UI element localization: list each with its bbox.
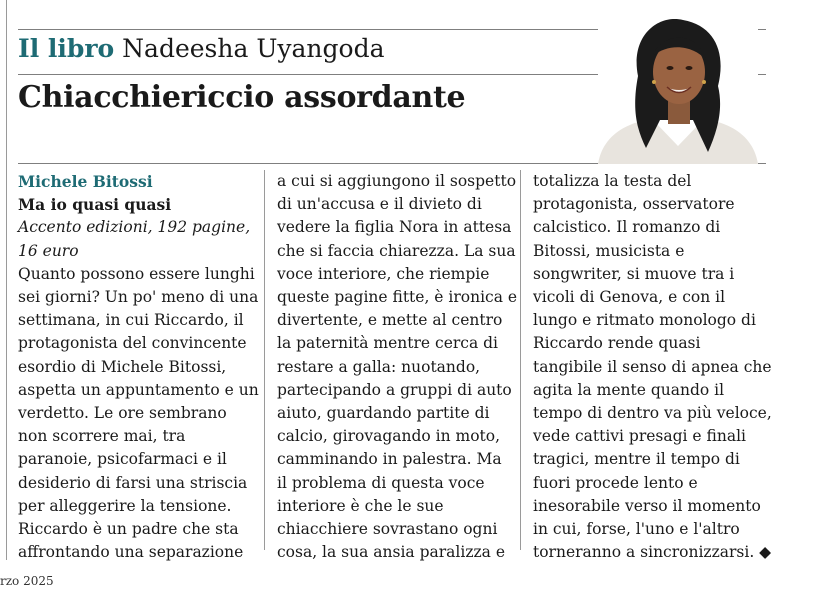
page-left-rule [6, 0, 7, 560]
column-3-body [533, 170, 772, 564]
body-text-line: il problema di questa voce [277, 473, 485, 492]
body-text-line: vedere la figlia Nora in attesa [277, 218, 512, 237]
body-text-line: vede cattivi presagi e finali [533, 427, 747, 446]
body-text-line: non scorrere mai, tra [18, 427, 186, 446]
body-text-line: agita la mente quando il [533, 380, 725, 399]
body-text-line: paranoie, psicofarmaci e il [18, 450, 227, 469]
book-author: Michele Bitossi [18, 172, 153, 191]
body-text-line: aiuto, guardando partite di [277, 404, 490, 423]
book-title: Ma io quasi quasi [18, 195, 172, 215]
body-text-line: protagonista, osservatore [533, 195, 735, 214]
body-text-line: sei giorni? Un po' meno di una [18, 288, 259, 307]
body-text-line: tangibile il senso di apnea che [533, 357, 772, 376]
body-text-line: chiacchiere sovrastano ogni [277, 520, 498, 539]
column-2-body [277, 170, 517, 564]
body-text-line: desiderio di farsi una striscia [18, 473, 248, 492]
body-text-line: divertente, e mette al centro [277, 311, 503, 330]
body-text-line: verdetto. Le ore sembrano [18, 404, 227, 423]
body-text-line: camminando in palestra. Ma [277, 450, 502, 469]
column-2 [277, 170, 517, 564]
body-text-line: aspetta un appuntamento e un [18, 380, 259, 399]
body-text-line: voce interiore, che riempie [277, 264, 490, 283]
article-author: Nadeesha Uyangoda [122, 34, 385, 63]
body-text-line: torneranno a sincronizzarsi. ◆ [533, 543, 772, 562]
body-text-line: cosa, la sua ansia paralizza e [277, 543, 505, 562]
article-headline: Chiacchiericcio assordante [18, 80, 466, 115]
body-text-line: lungo e ritmato monologo di [533, 311, 756, 330]
body-text-line: per alleggerire la tensione. [18, 496, 232, 515]
body-text-line: queste pagine fitte, è ironica e [277, 288, 518, 307]
article-kicker [18, 33, 385, 65]
body-text-line: di un'accusa e il divieto di [277, 195, 482, 214]
price-info: 16 euro [18, 241, 79, 260]
column-divider-1 [264, 170, 265, 550]
body-text-line: inesorabile verso il momento [533, 496, 761, 515]
body-text-line: Riccardo è un padre che sta [18, 520, 239, 539]
body-text-line: tempo di dentro va più veloce, [533, 404, 772, 423]
page-footer-date: rzo 2025 [0, 574, 54, 588]
body-text-line: in cui, forse, l'uno e l'altro [533, 520, 740, 539]
body-text-line: interiore è che le sue [277, 496, 444, 515]
body-text-line: esordio di Michele Bitossi, [18, 357, 227, 376]
body-text-line: che si faccia chiarezza. La sua [277, 241, 516, 260]
body-text-line: restare a galla: nuotando, [277, 357, 481, 376]
body-text-line: totalizza la testa del [533, 172, 692, 190]
body-text-line: tragici, mentre il tempo di [533, 450, 740, 469]
body-text-line: Bitossi, musicista e [533, 241, 685, 260]
body-text-line: settimana, in cui Riccardo, il [18, 311, 244, 330]
body-text-line: partecipando a gruppi di auto [277, 380, 512, 399]
body-text-line: protagonista del convincente [18, 334, 247, 353]
column-3 [533, 170, 772, 564]
body-text-line: affrontando una separazione [18, 543, 244, 562]
column-divider-2 [520, 170, 521, 550]
body-text-line: a cui si aggiungono il sospetto [277, 172, 517, 190]
author-portrait [598, 16, 758, 164]
body-text-line: songwriter, si muove tra i [533, 264, 735, 283]
publisher-info: Accento edizioni, 192 pagine, [18, 218, 251, 237]
body-text-line: calcio, girovagando in moto, [277, 427, 501, 446]
column-1-body [18, 263, 259, 565]
body-text-line: calcistico. Il romanzo di [533, 218, 721, 237]
column-1 [18, 170, 259, 564]
body-text-line: vicoli di Genova, e con il [533, 288, 726, 307]
body-text-line: la paternità mentre cerca di [277, 334, 499, 353]
body-text-line: Quanto possono essere lunghi [18, 264, 255, 283]
body-text-line: Riccardo rende quasi [533, 334, 701, 353]
section-label: Il libro [18, 34, 115, 63]
body-text-line: fuori procede lento e [533, 473, 698, 492]
